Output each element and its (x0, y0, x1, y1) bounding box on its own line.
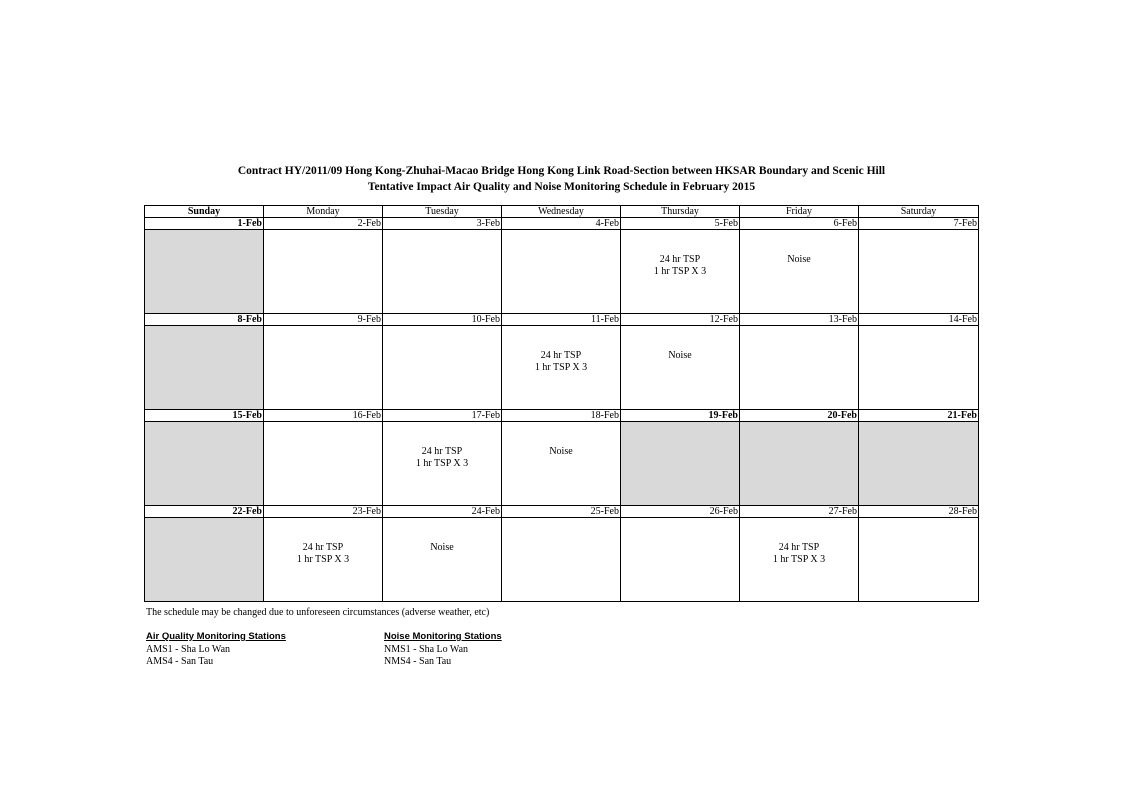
date-cell: 22-Feb (145, 506, 264, 518)
date-cell: 12-Feb (621, 314, 740, 326)
day-cell (740, 518, 859, 602)
date-cell: 15-Feb (145, 410, 264, 422)
date-row (145, 218, 979, 230)
day-cell (740, 326, 859, 410)
day-cell (502, 230, 621, 314)
event-24hr-tsp: 24 hr TSP (540, 350, 582, 361)
event-24hr-tsp: 24 hr TSP (659, 254, 701, 265)
weekday-header: Tuesday (383, 206, 502, 218)
weekday-header: Saturday (859, 206, 979, 218)
day-cell (383, 518, 502, 602)
day-cell (859, 518, 979, 602)
schedule-title-month: Tentative Impact Air Quality and Noise Monitoring Schedule in February 2015 (367, 181, 756, 193)
event-24hr-tsp: 24 hr TSP (421, 446, 463, 457)
date-cell: 25-Feb (502, 506, 621, 518)
day-cell (502, 518, 621, 602)
weekday-header: Friday (740, 206, 859, 218)
event-noise: Noise (787, 254, 811, 265)
day-cell (383, 422, 502, 506)
weekday-header: Sunday (145, 206, 264, 218)
weekday-header: Thursday (621, 206, 740, 218)
event-1hr-tsp: 1 hr TSP X 3 (534, 362, 588, 373)
date-cell: 2-Feb (264, 218, 383, 230)
date-cell: 4-Feb (502, 218, 621, 230)
date-row (145, 314, 979, 326)
air-quality-stations (146, 631, 286, 669)
event-24hr-tsp: 24 hr TSP (778, 542, 820, 553)
event-noise: Noise (549, 446, 573, 457)
event-row (145, 518, 979, 602)
date-cell: 3-Feb (383, 218, 502, 230)
date-cell: 11-Feb (502, 314, 621, 326)
date-row (145, 506, 979, 518)
day-cell (264, 422, 383, 506)
date-cell: 7-Feb (859, 218, 979, 230)
event-1hr-tsp: 1 hr TSP X 3 (415, 458, 469, 469)
day-cell-holiday (145, 230, 264, 314)
air-station-item: AMS1 - Sha Lo Wan (146, 643, 231, 655)
noise-station-item: NMS1 - Sha Lo Wan (384, 643, 469, 655)
date-cell: 24-Feb (383, 506, 502, 518)
date-cell: 20-Feb (740, 410, 859, 422)
date-cell: 8-Feb (145, 314, 264, 326)
noise-stations-heading: Noise Monitoring Stations (384, 631, 502, 642)
day-cell (264, 326, 383, 410)
schedule-title-contract: Contract HY/2011/09 Hong Kong-Zhuhai-Macao Bridge Hong Kong Link Road-Section between HKSAR Boundary and Scenic Hill (237, 165, 886, 177)
date-cell: 23-Feb (264, 506, 383, 518)
event-1hr-tsp: 1 hr TSP X 3 (653, 266, 707, 277)
noise-station-item: NMS4 - San Tau (384, 656, 452, 667)
date-cell: 1-Feb (145, 218, 264, 230)
date-cell: 9-Feb (264, 314, 383, 326)
date-cell: 19-Feb (621, 410, 740, 422)
noise-stations (384, 631, 502, 669)
date-cell: 26-Feb (621, 506, 740, 518)
weekday-header: Monday (264, 206, 383, 218)
day-cell (383, 230, 502, 314)
day-cell-holiday (145, 326, 264, 410)
schedule-note: The schedule may be changed due to unforeseen circumstances (adverse weather, etc) (146, 607, 490, 618)
air-stations-heading: Air Quality Monitoring Stations (146, 631, 286, 642)
air-station-item: AMS4 - San Tau (146, 656, 214, 667)
day-cell (621, 326, 740, 410)
event-noise: Noise (430, 542, 454, 553)
date-cell: 27-Feb (740, 506, 859, 518)
day-cell (264, 230, 383, 314)
event-row (145, 230, 979, 314)
event-24hr-tsp: 24 hr TSP (302, 542, 344, 553)
day-cell (383, 326, 502, 410)
day-cell (264, 518, 383, 602)
event-1hr-tsp: 1 hr TSP X 3 (772, 554, 826, 565)
date-cell: 6-Feb (740, 218, 859, 230)
weekday-header-row (145, 206, 979, 218)
day-cell (621, 518, 740, 602)
day-cell (502, 422, 621, 506)
day-cell (740, 230, 859, 314)
date-cell: 17-Feb (383, 410, 502, 422)
weekday-header: Wednesday (502, 206, 621, 218)
date-cell: 28-Feb (859, 506, 979, 518)
event-noise: Noise (668, 350, 692, 361)
day-cell-holiday (145, 422, 264, 506)
date-cell: 10-Feb (383, 314, 502, 326)
day-cell-holiday (145, 518, 264, 602)
event-row (145, 326, 979, 410)
date-cell: 18-Feb (502, 410, 621, 422)
day-cell-holiday (859, 422, 979, 506)
date-cell: 16-Feb (264, 410, 383, 422)
date-row (145, 410, 979, 422)
day-cell (859, 230, 979, 314)
date-cell: 13-Feb (740, 314, 859, 326)
day-cell (502, 326, 621, 410)
event-row (145, 422, 979, 506)
day-cell-holiday (740, 422, 859, 506)
day-cell (859, 326, 979, 410)
date-cell: 21-Feb (859, 410, 979, 422)
event-1hr-tsp: 1 hr TSP X 3 (296, 554, 350, 565)
day-cell-holiday (621, 422, 740, 506)
date-cell: 14-Feb (859, 314, 979, 326)
monitoring-calendar (144, 205, 979, 602)
date-cell: 5-Feb (621, 218, 740, 230)
day-cell (621, 230, 740, 314)
